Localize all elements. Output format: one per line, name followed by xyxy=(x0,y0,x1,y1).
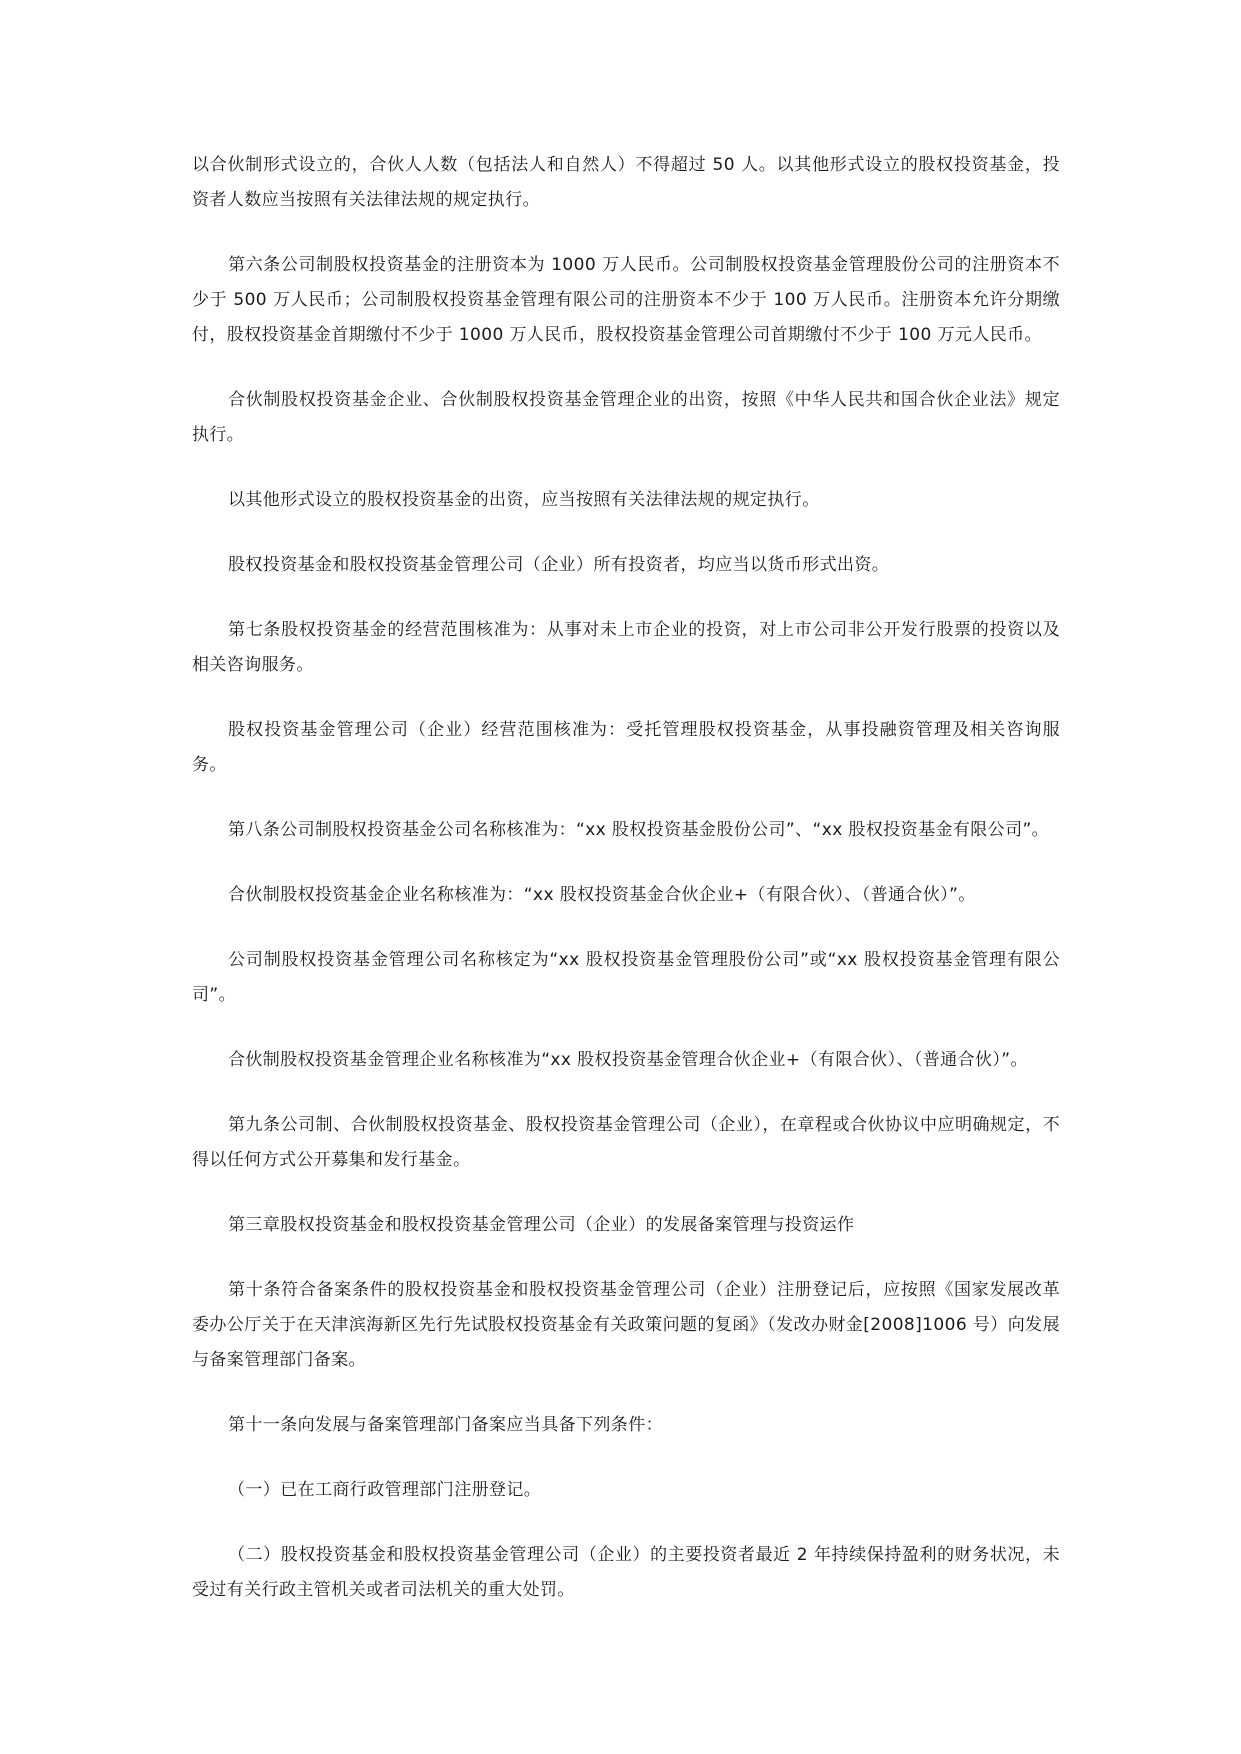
paragraph-article-7: 第七条股权投资基金的经营范围核准为：从事对未上市企业的投资，对上市公司非公开发行股票的投资以及相关咨询服务。 xyxy=(192,620,1060,675)
paragraph-other-forms-capital: 以其他形式设立的股权投资基金的出资，应当按照有关法律法规的规定执行。 xyxy=(228,490,820,510)
paragraph-management-partnership-name: 合伙制股权投资基金管理企业名称核准为“xx 股权投资基金管理合伙企业+（有限合伙）、（普通合伙）”。 xyxy=(228,1050,1028,1070)
paragraph-management-company-name: 公司制股权投资基金管理公司名称核定为“xx 股权投资基金管理股份公司”或“xx 股权投资基金管理有限公司”。 xyxy=(192,950,1060,1005)
paragraph-partnership-capital: 合伙制股权投资基金企业、合伙制股权投资基金管理企业的出资，按照《中华人民共和国合伙企业法》规定执行。 xyxy=(192,390,1060,445)
paragraph-article-10: 第十条符合备案条件的股权投资基金和股权投资基金管理公司（企业）注册登记后，应按照《国家发展改革委办公厅关于在天津滨海新区先行先试股权投资基金有关政策问题的复函》（发改办财金[2008]1006 号）向发展与备案管理部门备案。 xyxy=(192,1280,1060,1370)
paragraph-article-11: 第十一条向发展与备案管理部门备案应当具备下列条件： xyxy=(228,1415,663,1435)
paragraph-article-9: 第九条公司制、合伙制股权投资基金、股权投资基金管理公司（企业），在章程或合伙协议中应明确规定，不得以任何方式公开募集和发行基金。 xyxy=(192,1115,1060,1170)
paragraph-condition-2: （二）股权投资基金和股权投资基金管理公司（企业）的主要投资者最近 2 年持续保持盈利的财务状况，未受过有关行政主管机关或者司法机关的重大处罚。 xyxy=(192,1545,1060,1600)
paragraph-partnership-fund-name: 合伙制股权投资基金企业名称核准为：“xx 股权投资基金合伙企业+（有限合伙）、（普通合伙）”。 xyxy=(228,885,976,905)
chapter-3-heading: 第三章股权投资基金和股权投资基金管理公司（企业）的发展备案管理与投资运作 xyxy=(228,1215,855,1235)
paragraph-currency-contribution: 股权投资基金和股权投资基金管理公司（企业）所有投资者，均应当以货币形式出资。 xyxy=(228,555,890,575)
paragraph-condition-1: （一）已在工商行政管理部门注册登记。 xyxy=(228,1480,542,1500)
document-body xyxy=(192,148,1060,1638)
paragraph-management-scope: 股权投资基金管理公司（企业）经营范围核准为：受托管理股权投资基金，从事投融资管理及相关咨询服务。 xyxy=(192,720,1060,775)
paragraph-article-6: 第六条公司制股权投资基金的注册资本为 1000 万人民币。公司制股权投资基金管理股份公司的注册资本不少于 500 万人民币；公司制股权投资基金管理有限公司的注册资本不少于 100 万人民币。注册资本允许分期缴付，股权投资基金首期缴付不少于 1000 万人民币，股权投资基金管理公司首期缴付不少于 100 万元人民币。 xyxy=(192,255,1060,345)
paragraph-article-8: 第八条公司制股权投资基金公司名称核准为：“xx 股权投资基金股份公司”、“xx 股权投资基金有限公司”。 xyxy=(228,820,1050,840)
paragraph-partnership-investors: 以合伙制形式设立的，合伙人人数（包括法人和自然人）不得超过 50 人。以其他形式设立的股权投资基金，投资者人数应当按照有关法律法规的规定执行。 xyxy=(192,155,1060,210)
